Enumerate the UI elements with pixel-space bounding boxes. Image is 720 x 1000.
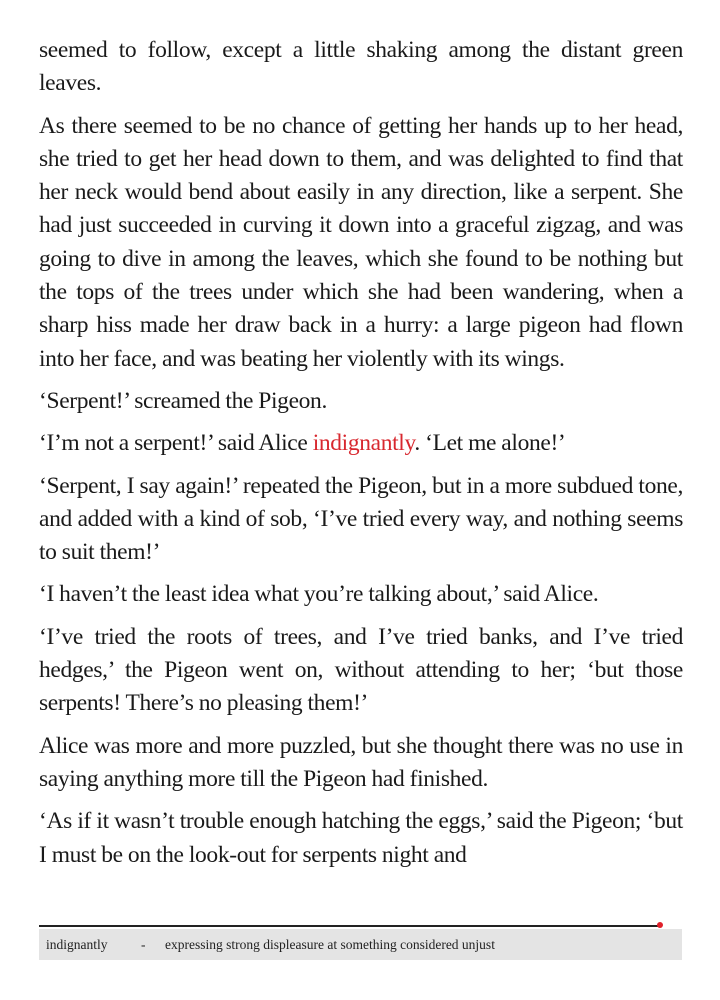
- footnote-divider: [39, 925, 661, 927]
- paragraph: ‘I haven’t the least idea what you’re talking about,’ said Alice.: [39, 581, 599, 608]
- paragraph: Alice was more and more puzzled, but she thought there was no use in saying anything more till the Pigeon had finished.: [39, 732, 683, 792]
- paragraph: ‘Serpent, I say again!’ repeated the Pigeon, but in a more subdued tone, and added with a kind of sob, ‘I’ve tried every way, and nothing seems to suit them!’: [39, 472, 683, 566]
- footnote-definition: expressing strong displeasure at something considered unjust: [165, 937, 495, 952]
- paragraph: ‘I’ve tried the roots of trees, and I’ve tried banks, and I’ve tried hedges,’ the Pigeon went on, without attending to her; ‘but those serpents! There’s no pleasing them!’: [39, 623, 683, 717]
- paragraph: As there seemed to be no chance of getting her hands up to her head, she tried to get her head down to them, and was delighted to find that her neck would bend about easily in any direction, like a serpent. She had just succeeded in curving it down into a graceful zigzag, and was going to dive in among the leaves, which she found to be nothing but the tops of the trees under which she had been wandering, when a sharp hiss made her draw back in a hurry: a large pigeon had flown into her face, and was beating her violently with its wings.: [39, 112, 683, 372]
- paragraph-text: ‘I’m not a serpent!’ said Alice: [39, 430, 313, 457]
- footnote-separator: -: [141, 937, 146, 952]
- vocabulary-footnote: [39, 929, 682, 960]
- vocabulary-word[interactable]: indignantly: [312, 430, 415, 457]
- footnote-term: indignantly: [46, 937, 108, 952]
- paragraph: seemed to follow, except a little shaking among the distant green leaves.: [39, 37, 683, 97]
- book-page-text: [39, 34, 683, 881]
- paragraph: ‘As if it wasn’t trouble enough hatching the eggs,’ said the Pigeon; ‘but I must be on the look-out for serpents night and: [39, 808, 683, 868]
- paragraph: ‘Serpent!’ screamed the Pigeon.: [39, 387, 327, 414]
- paragraph-text: . ‘Let me alone!’: [414, 430, 566, 457]
- divider-dot-marker: [657, 922, 663, 928]
- paragraph-with-vocab: [39, 427, 683, 460]
